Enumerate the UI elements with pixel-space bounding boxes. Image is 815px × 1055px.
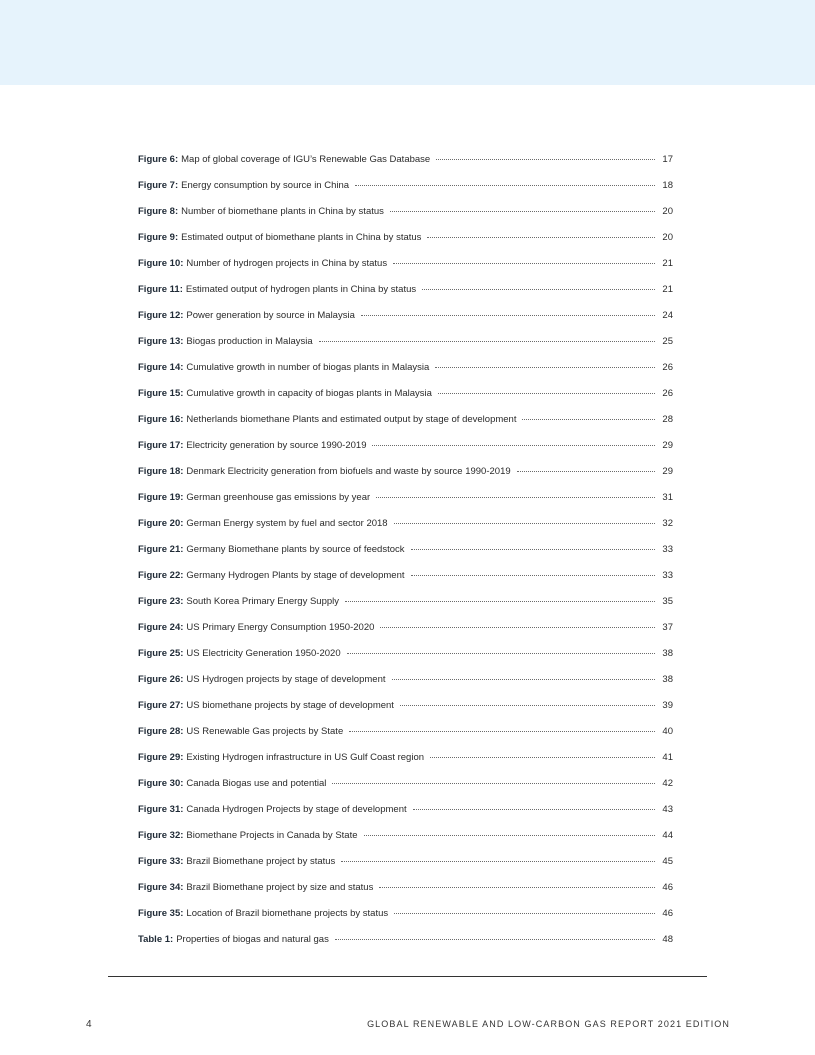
dot-leader [411, 575, 656, 576]
toc-entry-page-number: 26 [662, 362, 673, 373]
dot-leader [349, 731, 655, 732]
toc-entry-title: Biogas production in Malaysia [186, 336, 313, 347]
toc-entry[interactable] [138, 331, 673, 357]
toc-entry-label: Figure 7: [138, 180, 179, 191]
toc-entry-page-number: 41 [662, 752, 673, 763]
toc-entry-page-number: 29 [662, 440, 673, 451]
toc-entry-title: Existing Hydrogen infrastructure in US Gulf Coast region [186, 752, 425, 763]
dot-leader [355, 185, 655, 186]
toc-entry-label: Figure 10: [138, 258, 184, 269]
toc-entry-label: Figure 13: [138, 336, 184, 347]
dot-leader [380, 627, 655, 628]
toc-entry-label: Figure 31: [138, 804, 184, 815]
toc-entry[interactable] [138, 773, 673, 799]
toc-entry-page-number: 20 [662, 232, 673, 243]
toc-entry-title: Brazil Biomethane project by size and status [186, 882, 374, 893]
dot-leader [341, 861, 655, 862]
dot-leader [364, 835, 655, 836]
toc-entry[interactable] [138, 201, 673, 227]
toc-entry-label: Figure 25: [138, 648, 184, 659]
dot-leader [379, 887, 655, 888]
toc-entry[interactable] [138, 461, 673, 487]
header-band [0, 0, 815, 85]
dot-leader [436, 159, 655, 160]
toc-entry-title: Energy consumption by source in China [181, 180, 350, 191]
toc-entry-title: US Electricity Generation 1950-2020 [186, 648, 341, 659]
toc-entry-label: Figure 23: [138, 596, 184, 607]
toc-entry-title: Canada Biogas use and potential [186, 778, 327, 789]
toc-entry-page-number: 37 [662, 622, 673, 633]
toc-entry[interactable] [138, 227, 673, 253]
toc-entry-page-number: 42 [662, 778, 673, 789]
toc-entry-page-number: 31 [662, 492, 673, 503]
toc-entry-label: Figure 9: [138, 232, 179, 243]
toc-entry-page-number: 44 [662, 830, 673, 841]
toc-entry[interactable] [138, 747, 673, 773]
dot-leader [392, 679, 656, 680]
toc-entry-label: Figure 19: [138, 492, 184, 503]
toc-entry[interactable] [138, 539, 673, 565]
dot-leader [347, 653, 655, 654]
dot-leader [332, 783, 655, 784]
toc-entry[interactable] [138, 669, 673, 695]
toc-entry-label: Figure 8: [138, 206, 179, 217]
toc-entry-page-number: 46 [662, 908, 673, 919]
toc-entry-title: US biomethane projects by stage of development [186, 700, 394, 711]
dot-leader [335, 939, 655, 940]
toc-entry-title: South Korea Primary Energy Supply [186, 596, 340, 607]
toc-entry-page-number: 18 [662, 180, 673, 191]
toc-entry-label: Table 1: [138, 934, 174, 945]
toc-entry-label: Figure 21: [138, 544, 184, 555]
toc-entry-title: Estimated output of hydrogen plants in China by status [185, 284, 417, 295]
toc-entry-title: Denmark Electricity generation from biofuels and waste by source 1990-2019 [186, 466, 511, 477]
dot-leader [390, 211, 655, 212]
toc-entry-page-number: 46 [662, 882, 673, 893]
toc-entry-label: Figure 29: [138, 752, 184, 763]
toc-entry-page-number: 38 [662, 674, 673, 685]
dot-leader [522, 419, 655, 420]
toc-entry-title: Number of hydrogen projects in China by status [186, 258, 388, 269]
toc-entry[interactable] [138, 591, 673, 617]
toc-entry-label: Figure 32: [138, 830, 184, 841]
toc-entry-label: Figure 34: [138, 882, 184, 893]
toc-entry-label: Figure 16: [138, 414, 184, 425]
toc-entry[interactable] [138, 565, 673, 591]
toc-entry-page-number: 25 [662, 336, 673, 347]
page-number: 4 [86, 1019, 92, 1030]
toc-entry[interactable] [138, 149, 673, 175]
toc-entry-title: Location of Brazil biomethane projects by status [186, 908, 389, 919]
toc-entry-title: Map of global coverage of IGU’s Renewable Gas Database [181, 154, 431, 165]
toc-entry[interactable] [138, 305, 673, 331]
toc-entry-page-number: 24 [662, 310, 673, 321]
toc-entry-page-number: 29 [662, 466, 673, 477]
toc-entry[interactable] [138, 383, 673, 409]
toc-entry[interactable] [138, 409, 673, 435]
toc-entry-label: Figure 22: [138, 570, 184, 581]
dot-leader [361, 315, 655, 316]
toc-entry-label: Figure 18: [138, 466, 184, 477]
toc-entry-page-number: 38 [662, 648, 673, 659]
toc-entry[interactable] [138, 617, 673, 643]
toc-entry-title: German Energy system by fuel and sector 2018 [186, 518, 388, 529]
toc-entry-title: German greenhouse gas emissions by year [186, 492, 371, 503]
toc-entry[interactable] [138, 721, 673, 747]
toc-entry-title: Biomethane Projects in Canada by State [186, 830, 358, 841]
toc-entry[interactable] [138, 929, 673, 955]
toc-entry[interactable] [138, 513, 673, 539]
toc-entry-title: Properties of biogas and natural gas [176, 934, 329, 945]
toc-entry-title: Electricity generation by source 1990-2019 [186, 440, 367, 451]
dot-leader [427, 237, 655, 238]
toc-entry-page-number: 21 [662, 258, 673, 269]
toc-entry-title: Brazil Biomethane project by status [186, 856, 336, 867]
dot-leader [394, 523, 655, 524]
toc-entry-page-number: 48 [662, 934, 673, 945]
toc-entry-title: Estimated output of biomethane plants in China by status [181, 232, 422, 243]
toc-entry-label: Figure 12: [138, 310, 184, 321]
dot-leader [400, 705, 655, 706]
toc-entry-page-number: 32 [662, 518, 673, 529]
toc-entry-label: Figure 11: [138, 284, 183, 295]
toc-entry-label: Figure 24: [138, 622, 184, 633]
toc-entry-label: Figure 17: [138, 440, 184, 451]
toc-entry-page-number: 43 [662, 804, 673, 815]
toc-entry-title: Germany Hydrogen Plants by stage of development [186, 570, 405, 581]
toc-entry-title: Number of biomethane plants in China by status [181, 206, 384, 217]
toc-entry[interactable] [138, 253, 673, 279]
toc-entry[interactable] [138, 643, 673, 669]
dot-leader [319, 341, 655, 342]
dot-leader [517, 471, 655, 472]
toc-entry-label: Figure 6: [138, 154, 179, 165]
footer-divider [108, 976, 707, 977]
toc-entry-page-number: 35 [662, 596, 673, 607]
toc-entry[interactable] [138, 175, 673, 201]
dot-leader [411, 549, 656, 550]
toc-entry[interactable] [138, 435, 673, 461]
dot-leader [422, 289, 655, 290]
toc-entry-page-number: 20 [662, 206, 673, 217]
toc-entry[interactable] [138, 357, 673, 383]
toc-entry-label: Figure 15: [138, 388, 184, 399]
toc-entry-label: Figure 28: [138, 726, 184, 737]
report-title: GLOBAL RENEWABLE AND LOW-CARBON GAS REPORT 2021 EDITION [367, 1019, 730, 1029]
toc-entry-page-number: 28 [662, 414, 673, 425]
toc-entry-title: Germany Biomethane plants by source of feedstock [186, 544, 405, 555]
dot-leader [438, 393, 655, 394]
dot-leader [345, 601, 655, 602]
toc-entry-title: US Renewable Gas projects by State [186, 726, 344, 737]
dot-leader [372, 445, 655, 446]
toc-entry[interactable] [138, 695, 673, 721]
dot-leader [430, 757, 655, 758]
toc-entry-page-number: 26 [662, 388, 673, 399]
toc-entry-title: Power generation by source in Malaysia [186, 310, 355, 321]
toc-entry-page-number: 33 [662, 570, 673, 581]
toc-entry-title: Netherlands biomethane Plants and estimated output by stage of development [186, 414, 517, 425]
toc-entry[interactable] [138, 851, 673, 877]
toc-entry[interactable] [138, 903, 673, 929]
toc-entry-label: Figure 35: [138, 908, 184, 919]
toc-entry-page-number: 17 [662, 154, 673, 165]
toc-entry-title: Canada Hydrogen Projects by stage of development [186, 804, 407, 815]
toc-entry-page-number: 21 [662, 284, 673, 295]
dot-leader [376, 497, 655, 498]
toc-entry-label: Figure 14: [138, 362, 184, 373]
toc-entry[interactable] [138, 279, 673, 305]
toc-entry-page-number: 39 [662, 700, 673, 711]
toc-entry-title: US Hydrogen projects by stage of development [186, 674, 386, 685]
toc-entry-label: Figure 26: [138, 674, 184, 685]
toc-entry[interactable] [138, 825, 673, 851]
toc-entry-label: Figure 20: [138, 518, 184, 529]
toc-entry-page-number: 40 [662, 726, 673, 737]
toc-entry-page-number: 33 [662, 544, 673, 555]
toc-entry-page-number: 45 [662, 856, 673, 867]
dot-leader [435, 367, 655, 368]
dot-leader [393, 263, 655, 264]
list-of-figures [138, 149, 673, 955]
toc-entry-title: Cumulative growth in number of biogas plants in Malaysia [186, 362, 430, 373]
toc-entry-label: Figure 27: [138, 700, 184, 711]
toc-entry-title: US Primary Energy Consumption 1950-2020 [186, 622, 375, 633]
toc-entry-title: Cumulative growth in capacity of biogas plants in Malaysia [186, 388, 432, 399]
toc-entry[interactable] [138, 877, 673, 903]
toc-entry[interactable] [138, 487, 673, 513]
dot-leader [394, 913, 655, 914]
toc-entry[interactable] [138, 799, 673, 825]
toc-entry-label: Figure 30: [138, 778, 184, 789]
dot-leader [413, 809, 655, 810]
toc-entry-label: Figure 33: [138, 856, 184, 867]
